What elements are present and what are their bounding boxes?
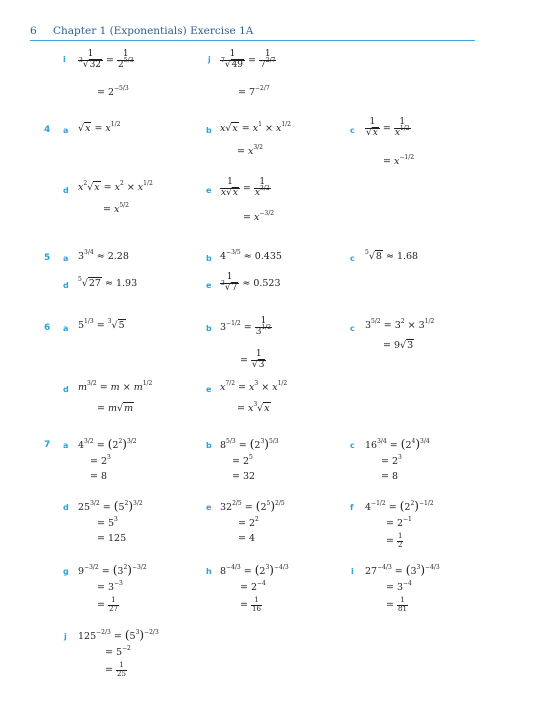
question-number-7: 7 (44, 440, 51, 450)
expr-7g-line1: $9^{-3/2} = (3^2)^{-3/2}$ (78, 563, 147, 577)
part-label-c: c (350, 254, 355, 263)
part-label-b: b (206, 324, 212, 333)
expr-7i-line2: = $3^{-4}$ (386, 580, 412, 593)
expr-4c-line2: = $x^{-1/2}$ (383, 154, 415, 167)
part-label-a: a (63, 126, 69, 135)
expr-7h-line3: = $\frac{1}{16}$ (240, 596, 261, 613)
expr-7f-line3: = $\frac{1}{2}$ (386, 532, 403, 549)
expr-4d-line2: = $x^{5/2}$ (103, 202, 129, 215)
expr-6e-line2: = $x^3√x$ (237, 401, 270, 414)
page-number: 6 (30, 25, 37, 37)
expr-7c-line2: = $2^3$ (381, 454, 402, 467)
expr-7j-line2: = $5^{-2}$ (105, 645, 131, 658)
expr-5a: $3^{3/4} \approx 2.28$ (78, 249, 129, 262)
expr-5e: $\frac{1}{^3√7}$ ≈ 0.523 (221, 272, 281, 293)
expr-4e-line2: = $x^{-3/2}$ (243, 210, 275, 223)
expr-j-line1: $\frac{1}{^7√49}$ = $\frac{1}{7^{2/7}}$ (221, 49, 276, 70)
expr-7h-line2: = $2^{-4}$ (240, 580, 266, 593)
expr-4b-line1: $x√x = x^1 \times x^{1/2}$ (220, 121, 291, 134)
expr-7j-line1: $125^{-2/3} = (5^3)^{-2/3}$ (78, 628, 159, 642)
expr-4b-line2: = $x^{3/2}$ (237, 144, 263, 157)
expr-7c-line3: = 8 (381, 471, 399, 482)
expr-6d-line1: $m^{3/2} = m \times m^{1/2}$ (78, 380, 153, 393)
expr-4d-line1: $x^2√x = x^2 \times x^{1/2}$ (78, 180, 153, 193)
expr-4c-line1: $\frac{1}{√x}$ = $\frac{1}{x^{1/2}}$ (366, 117, 410, 138)
expr-6a: $5^{1/3} = ^3√5$ (78, 318, 125, 331)
expr-7b-line3: = 32 (232, 471, 256, 482)
value-5b: ≈ 0.435 (243, 251, 282, 262)
expr-i-line2: = $2^{-5/3}$ (97, 85, 129, 98)
part-label-c: c (350, 126, 355, 135)
expr-6d-line2: = m√m (97, 403, 134, 414)
expr-6b-line2: = $\frac{1}{√3}$ (240, 349, 265, 370)
expr-7g-line2: = $3^{-3}$ (97, 580, 123, 593)
expr-7i-line1: $27^{-4/3} = (3^3)^{-4/3}$ (365, 563, 440, 577)
expr-7j-line3: = $\frac{1}{25}$ (105, 661, 126, 678)
expr-5b: $4^{-3/5} \approx 0.435$ (220, 249, 282, 262)
part-label-j: j (64, 632, 67, 641)
value-5a: ≈ 2.28 (96, 251, 129, 262)
part-label-j: j (208, 55, 211, 64)
expr-7a-line3: = 8 (90, 471, 108, 482)
expr-7a-line1: $4^{3/2} = (2^2)^{3/2}$ (78, 437, 137, 451)
expr-7i-line3: = $\frac{1}{81}$ (386, 596, 407, 613)
expr-6b-line1: $3^{-1/2}$ = $\frac{1}{3^{1/2}}$ (220, 316, 272, 337)
question-number-4: 4 (44, 125, 51, 135)
expr-7f-line2: = $2^{-1}$ (386, 516, 412, 529)
part-label-e: e (206, 503, 212, 512)
expr-4a: $√x = x^{1/2}$ (78, 121, 121, 134)
part-label-i: i (351, 567, 354, 576)
value-5e: ≈ 0.523 (242, 277, 281, 289)
part-label-d: d (63, 503, 69, 512)
expr-j-line2: = $7^{-2/7}$ (238, 85, 270, 98)
expr-6e-line1: $x^{7/2} = x^3 \times x^{1/2}$ (220, 380, 288, 393)
part-label-b: b (206, 441, 212, 450)
page-header (30, 24, 475, 41)
part-label-e: e (206, 385, 212, 394)
part-label-f: f (350, 503, 354, 512)
page-title: Chapter 1 (Exponentials) Exercise 1A (53, 25, 254, 37)
expr-5c: $^5$√8 ≈ 1.68 (365, 249, 419, 262)
part-label-a: a (63, 254, 69, 263)
part-label-c: c (350, 324, 355, 333)
expr-7g-line3: = $\frac{1}{27}$ (97, 596, 118, 613)
part-label-g: g (63, 567, 69, 576)
expr-7d-line2: = $5^3$ (97, 516, 118, 529)
part-label-b: b (206, 126, 212, 135)
question-number-5: 5 (44, 253, 51, 263)
question-number-6: 6 (44, 323, 51, 333)
expr-7f-line1: $4^{-1/2} = (2^2)^{-1/2}$ (365, 499, 434, 513)
part-label-d: d (63, 385, 69, 394)
value-5c: ≈ 1.68 (385, 251, 419, 262)
expr-7d-line1: $25^{3/2} = (5^2)^{3/2}$ (78, 499, 143, 513)
expr-6c-line2: = 9√3 (383, 340, 414, 351)
expr-4e-line1: $\frac{1}{x√x}$ = $\frac{1}{x^{3/2}}$ (221, 177, 270, 198)
value-5d: ≈ 1.93 (105, 278, 138, 289)
expr-6c-line1: $3^{5/2} = 3^2 \times 3^{1/2}$ (365, 318, 435, 331)
expr-7h-line1: $8^{-4/3} = (2^3)^{-4/3}$ (220, 563, 289, 577)
expr-7c-line1: $16^{3/4} = (2^4)^{3/4}$ (365, 437, 430, 451)
expr-7d-line3: = 125 (97, 533, 127, 544)
expr-7e-line1: $32^{2/5} = (2^5)^{2/5}$ (220, 499, 285, 513)
part-label-c: c (350, 441, 355, 450)
part-label-a: a (63, 324, 69, 333)
part-label-e: e (206, 281, 212, 290)
part-label-d: d (63, 186, 69, 195)
part-label-d: d (63, 281, 69, 290)
expr-7b-line1: $8^{5/3} = (2^3)^{5/3}$ (220, 437, 279, 451)
part-label-i: i (63, 55, 66, 64)
expr-7e-line2: = $2^2$ (238, 516, 259, 529)
part-label-b: b (206, 254, 212, 263)
expr-i-line1: $\frac{1}{^3√32}$ = $\frac{1}{2^{5/3}}$ (79, 49, 134, 70)
part-label-h: h (206, 567, 212, 576)
expr-7b-line2: = $2^5$ (232, 454, 253, 467)
expr-7e-line3: = 4 (238, 533, 256, 544)
part-label-a: a (63, 441, 69, 450)
expr-5d: $^5$√27 ≈ 1.93 (78, 276, 138, 289)
expr-7a-line2: = $2^3$ (90, 454, 111, 467)
part-label-e: e (206, 186, 212, 195)
